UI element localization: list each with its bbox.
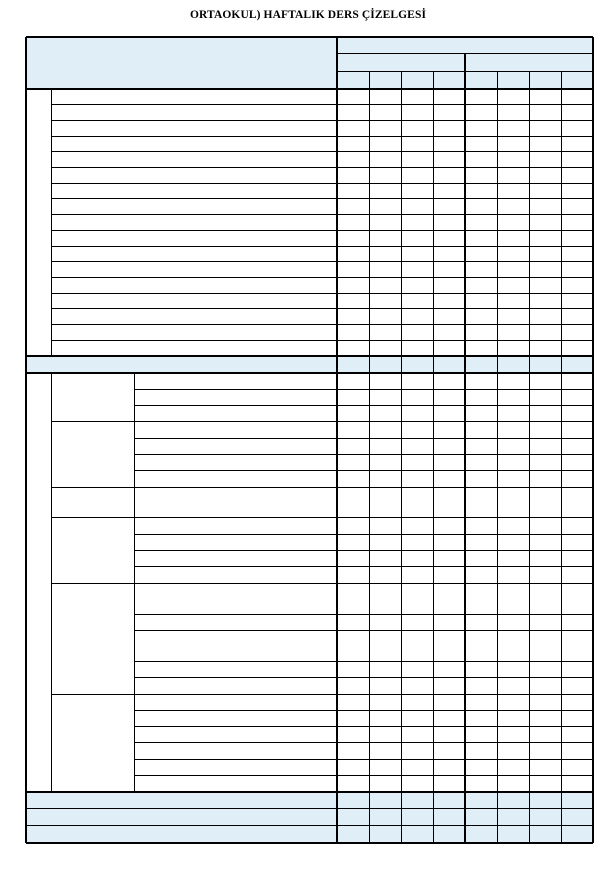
grid-line (134, 614, 593, 615)
grid-line (134, 726, 593, 727)
grid-line (26, 36, 593, 38)
grid-line (134, 470, 593, 471)
grid-line (134, 550, 593, 551)
grid-line (336, 37, 338, 843)
grid-line (134, 775, 593, 776)
grid-line (51, 183, 593, 184)
grid-line (51, 167, 593, 168)
grid-line (592, 37, 594, 843)
grid-line (51, 136, 593, 137)
grid-line (51, 104, 593, 105)
grid-line (134, 438, 593, 439)
grid-line (26, 355, 593, 357)
grid-line (51, 277, 593, 278)
zorunlu-total-background (26, 356, 593, 373)
grid-line (51, 308, 593, 309)
grid-line (134, 534, 593, 535)
grid-line (134, 661, 593, 662)
page-title: ORTAOKUL) HAFTALIK DERS ÇİZELGESİ (189, 9, 427, 21)
footer-background (26, 792, 593, 809)
grid-line (26, 825, 593, 826)
footer-background (26, 809, 593, 826)
grid-line (51, 583, 593, 584)
grid-line (51, 340, 593, 341)
grid-line (26, 88, 593, 90)
grid-line (134, 677, 593, 678)
grid-line (51, 487, 593, 488)
grid-line (26, 791, 593, 793)
grid-line (51, 293, 593, 294)
grid-line (26, 808, 593, 809)
grid-line (51, 198, 593, 199)
grid-line (26, 372, 593, 374)
grid-line (51, 694, 593, 695)
grid-line (26, 842, 593, 844)
grid-line (51, 261, 593, 262)
grid-line (51, 246, 593, 247)
grid-line (134, 759, 593, 760)
grid-line (51, 214, 593, 215)
grid-line (134, 454, 593, 455)
grid-line (134, 389, 593, 390)
grid-line (51, 517, 593, 518)
grid-line (134, 630, 593, 631)
grid-line (51, 120, 593, 121)
grid-line (134, 742, 593, 743)
grid-line (51, 151, 593, 152)
grid-line (25, 37, 27, 843)
header-background (26, 37, 593, 89)
grid-line (134, 710, 593, 711)
grid-line (51, 230, 593, 231)
grid-line (51, 421, 593, 422)
grid-line (134, 566, 593, 567)
footer-background (26, 826, 593, 843)
grid-line (51, 89, 52, 356)
grid-line (464, 53, 466, 843)
grid-line (134, 405, 593, 406)
grid-line (51, 324, 593, 325)
